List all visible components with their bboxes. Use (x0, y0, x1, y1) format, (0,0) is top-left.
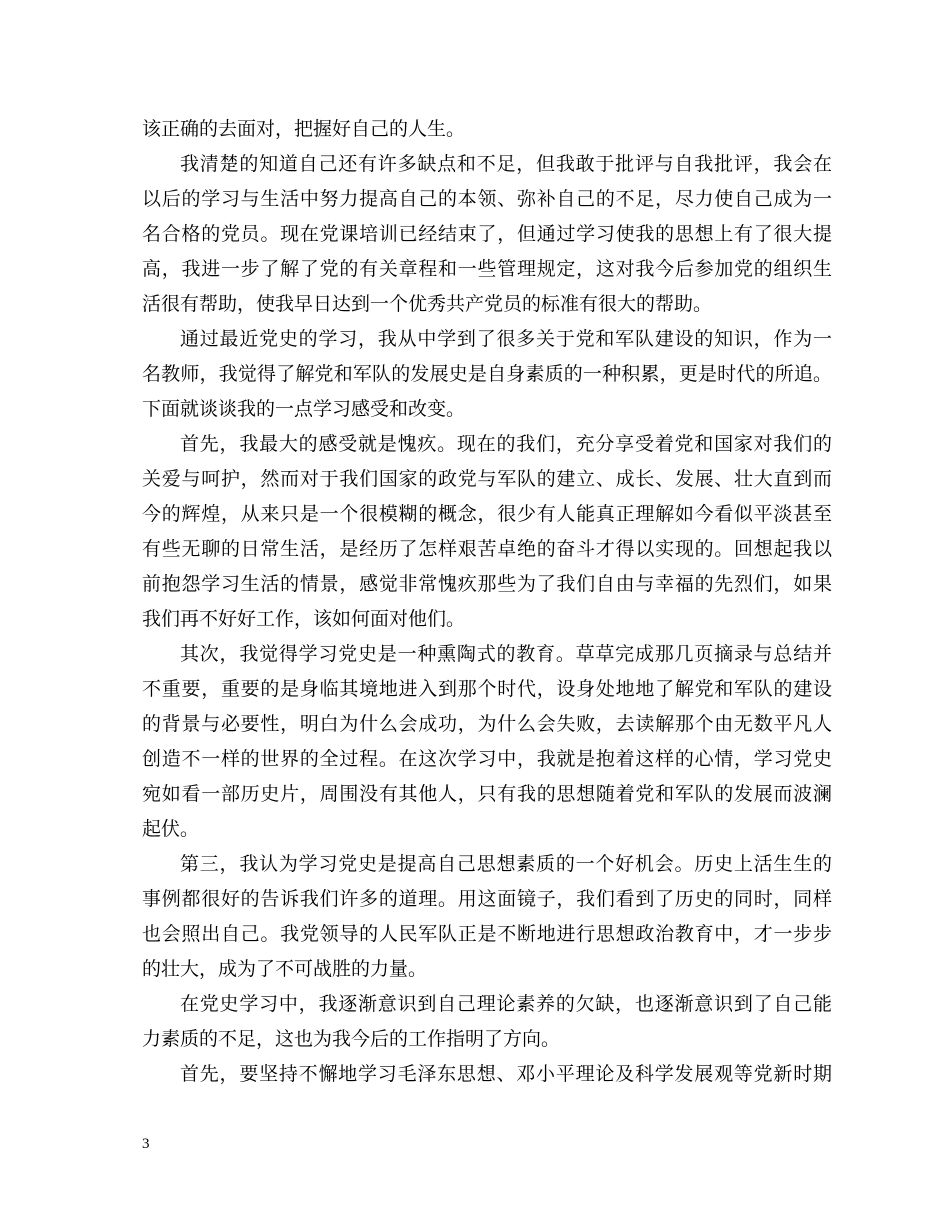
text-line: 的背景与必要性，明白为什么会成功，为什么会失败，去读解那个由无数平凡人 (142, 713, 832, 735)
text-line: 在党史学习中，我逐渐意识到自己理论素养的欠缺，也逐渐意识到了自己能 (180, 993, 832, 1015)
text-line: 通过最近党史的学习，我从中学到了很多关于党和军队建设的知识，作为一 (180, 328, 832, 350)
text-line: 宛如看一部历史片，周围没有其他人，只有我的思想随着党和军队的发展而波澜 (142, 783, 832, 805)
text-line: 名教师，我觉得了解党和军队的发展史是自身素质的一种积累，更是时代的所追。 (142, 363, 832, 385)
text-line: 关爱与呵护，然而对于我们国家的政党与军队的建立、成长、发展、壮大直到而 (142, 468, 832, 490)
text-line: 事例都很好的告诉我们许多的道理。用这面镜子，我们看到了历史的同时，同样 (142, 888, 832, 910)
text-line: 起伏。 (142, 818, 200, 840)
text-line: 我们再不好好工作，该如何面对他们。 (142, 608, 466, 630)
text-line: 我清楚的知道自己还有许多缺点和不足，但我敢于批评与自我批评，我会在 (180, 153, 832, 175)
text-line: 该正确的去面对，把握好自己的人生。 (142, 118, 466, 140)
text-line: 不重要，重要的是身临其境地进入到那个时代，设身处地地了解党和军队的建设 (142, 678, 832, 700)
text-line: 其次，我觉得学习党史是一种熏陶式的教育。草草完成那几页摘录与总结并 (180, 643, 832, 665)
text-line: 力素质的不足，这也为我今后的工作指明了方向。 (142, 1028, 561, 1050)
text-line: 前抱怨学习生活的情景，感觉非常愧疚那些为了我们自由与幸福的先烈们，如果 (142, 573, 832, 595)
page-number: 3 (142, 1136, 150, 1152)
text-line: 名合格的党员。现在党课培训已经结束了，但通过学习使我的思想上有了很大提 (142, 223, 832, 245)
text-line: 有些无聊的日常生活，是经历了怎样艰苦卓绝的奋斗才得以实现的。回想起我以 (142, 538, 832, 560)
text-line: 的壮大，成为了不可战胜的力量。 (142, 958, 428, 980)
text-line: 高，我进一步了解了党的有关章程和一些管理规定，这对我今后参加党的组织生 (142, 258, 832, 280)
text-line: 首先，我最大的感受就是愧疚。现在的我们，充分享受着党和国家对我们的 (180, 433, 832, 455)
text-line: 以后的学习与生活中努力提高自己的本领、弥补自己的不足，尽力使自己成为一 (142, 188, 832, 210)
body-text (142, 112, 832, 1092)
text-line: 创造不一样的世界的全过程。在这次学习中，我就是抱着这样的心情，学习党史 (142, 748, 832, 770)
text-line: 今的辉煌，从来只是一个很模糊的概念，很少有人能真正理解如今看似平淡甚至 (142, 503, 832, 525)
text-line: 也会照出自己。我党领导的人民军队正是不断地进行思想政治教育中，才一步步 (142, 923, 832, 945)
text-line: 活很有帮助，使我早日达到一个优秀共产党员的标准有很大的帮助。 (142, 293, 713, 315)
text-line: 第三，我认为学习党史是提高自己思想素质的一个好机会。历史上活生生的 (180, 853, 832, 875)
text-line: 下面就谈谈我的一点学习感受和改变。 (142, 398, 466, 420)
text-line: 首先，要坚持不懈地学习毛泽东思想、邓小平理论及科学发展观等党新时期 (180, 1063, 832, 1085)
